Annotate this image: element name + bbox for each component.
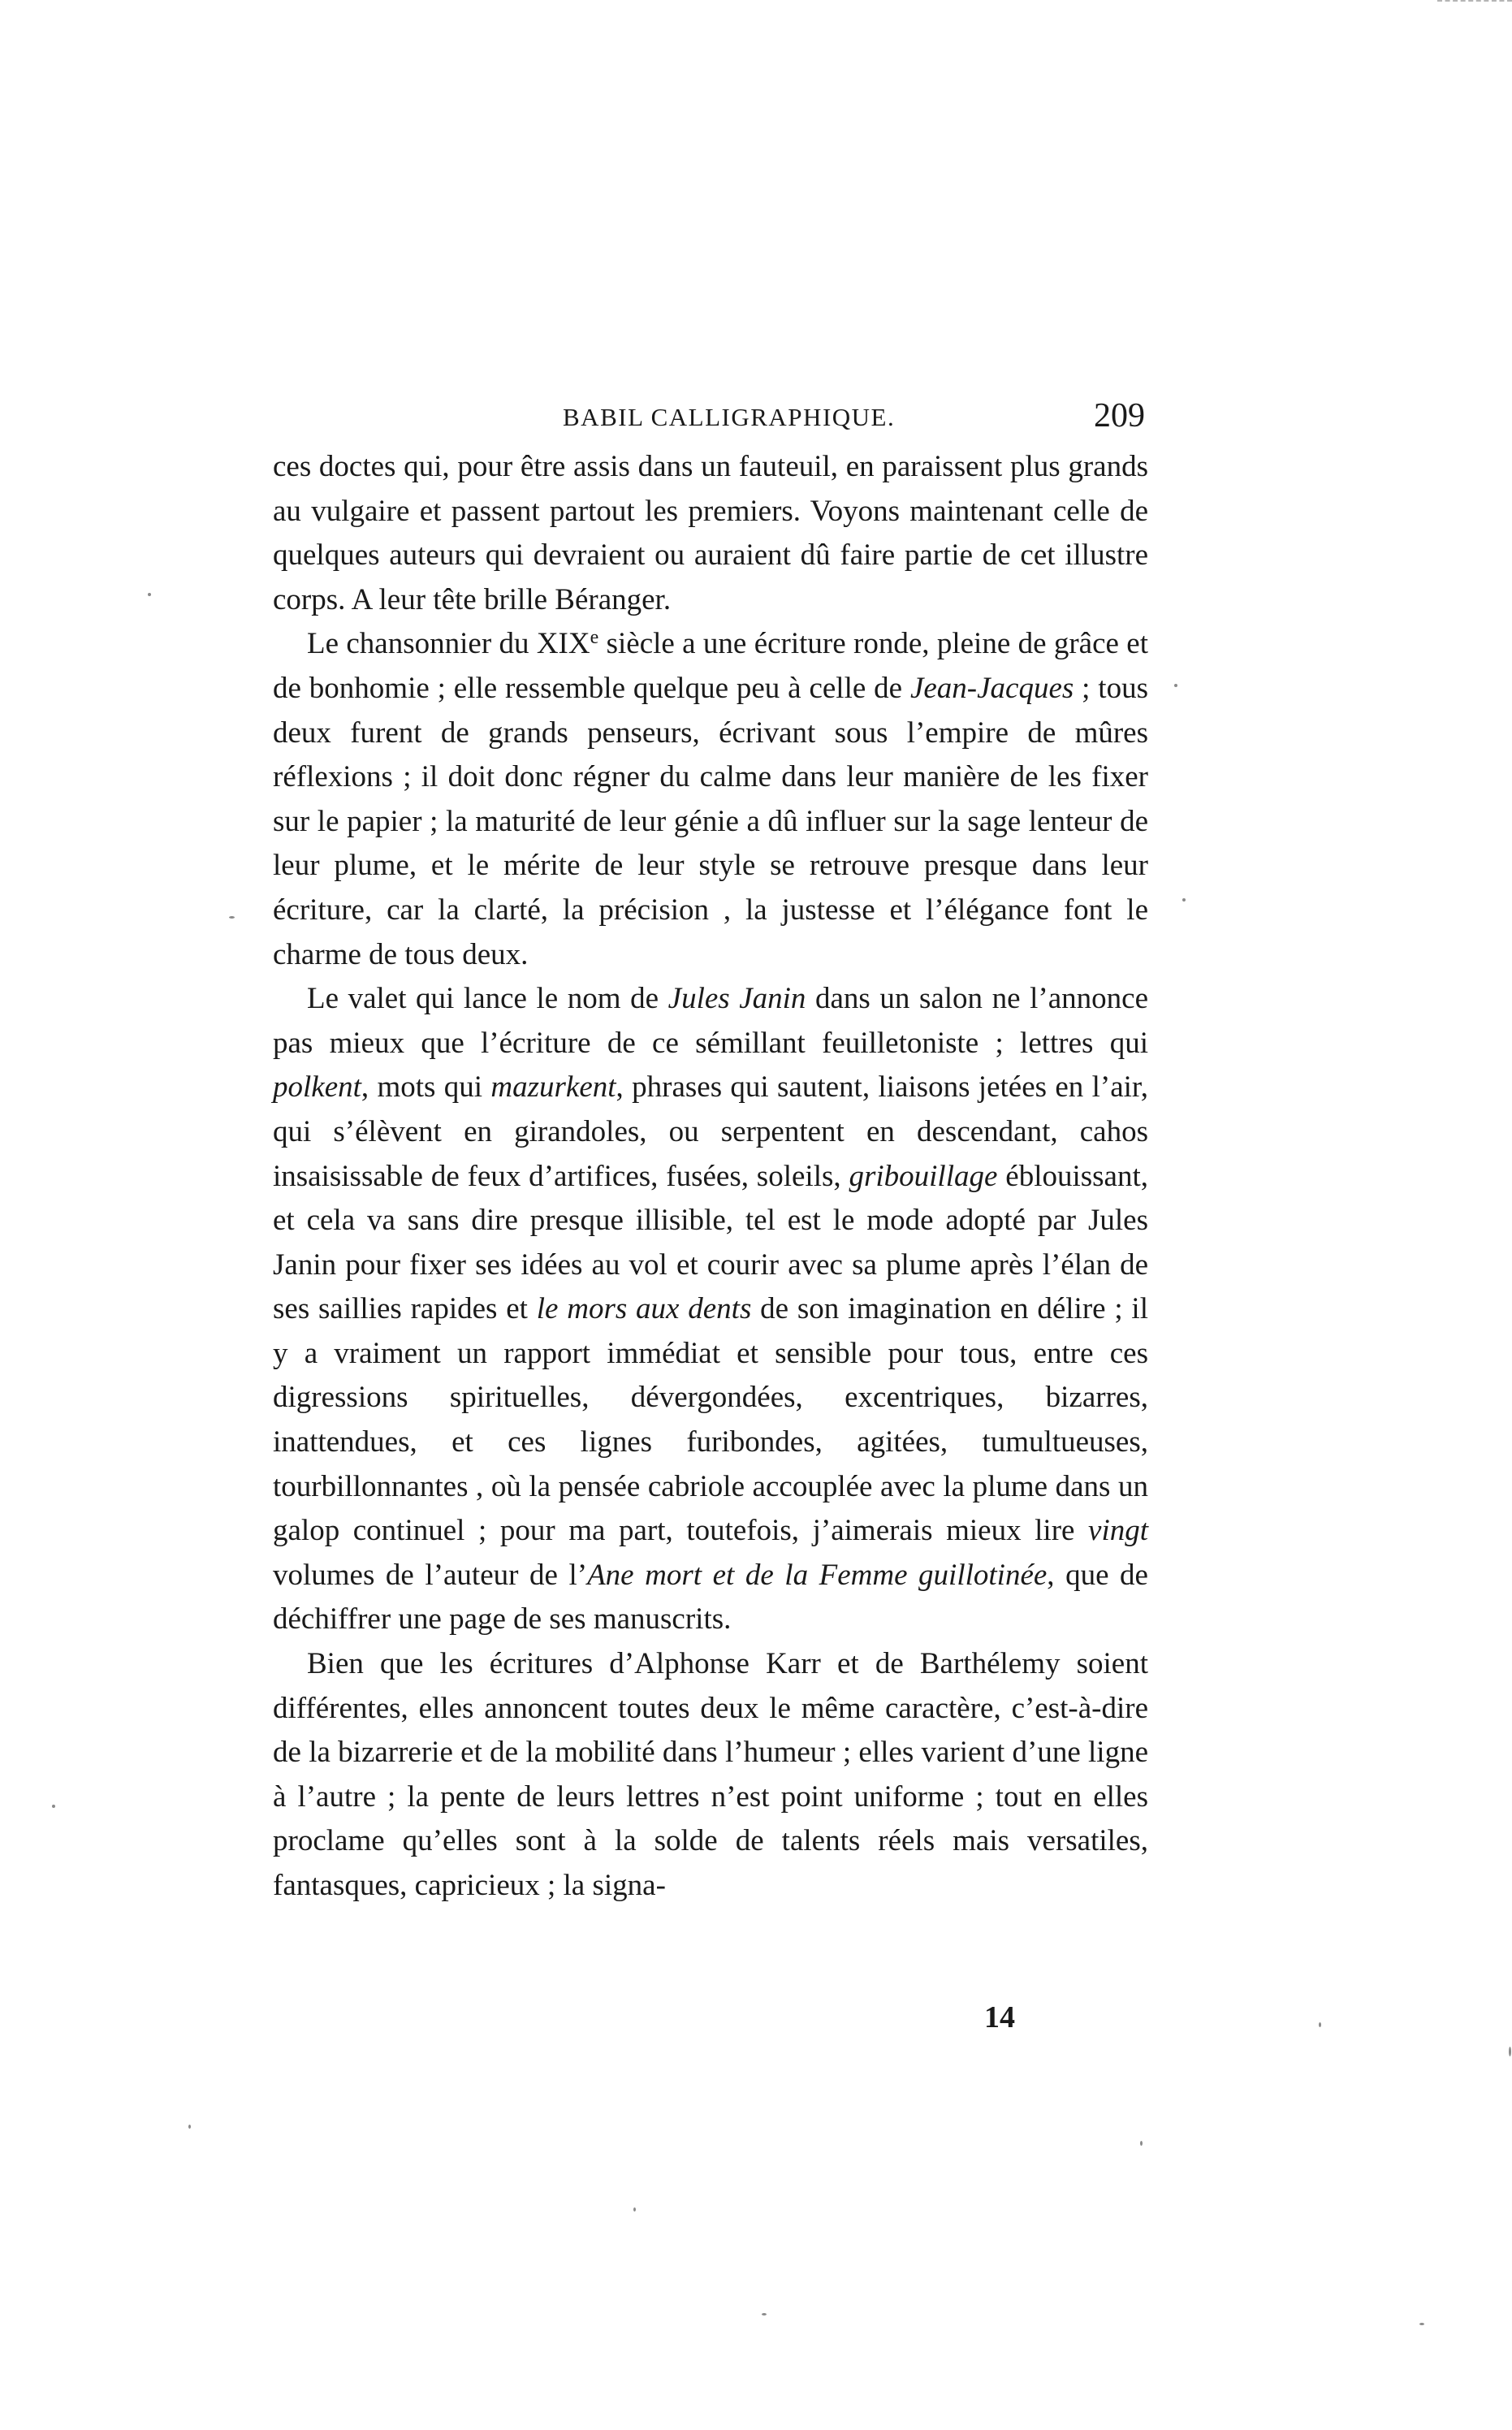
body-text <box>273 445 1148 1909</box>
scan-speck <box>188 2125 191 2129</box>
text-run: dans un salon ne l’annonce pas mieux que l’écriture de ce sémillant feuilletoniste ; lettres qui <box>273 982 1148 1060</box>
text-run: de son imagination en délire ; il y a vraiment un rapport immédiat et sensible pour tous, entre ces digressions spirituelles, dévergondées, excentriques, bizarres, inattendues, et ces lignes furibondes, agitées, tumultueuses, tourbillonnantes , où la pensée cabriole accouplée avec la plume dans un galop continuel ; pour ma part, toutefois, j’aimerais mieux lire <box>273 1292 1148 1548</box>
paragraph <box>273 622 1148 977</box>
scan-speck <box>633 2207 636 2212</box>
text-run: Bien que les écritures d’Alphonse Karr et de Barthélemy soient différentes, elles annoncent toutes deux le même caractère, c’est-à-dire de la bizarrerie et de la mobilité dans l’humeur ; elles varient d’une ligne à l’autre ; la pente de leurs lettres n’est point uniforme ; tout en elles proclame qu’elles sont à la solde de talents réels mais versatiles, fantasques, capricieux ; la signa- <box>273 1647 1148 1902</box>
text-run: éblouissant, et cela va sans dire presque illisible, tel est le mode adopté par Jules Janin pour fixer ses idées au vol et courir avec sa plume après l’élan de ses saillies rapides et <box>273 1159 1148 1326</box>
italic-run: mazurkent <box>490 1070 616 1105</box>
scan-speck <box>1174 684 1177 687</box>
text-run: ces doctes qui, pour être assis dans un fauteuil, en paraissent plus grands au vulgaire et passent partout les premiers. Voyons maintenant celle de quelques auteurs qui devraient ou auraient dû faire partie de cet illustre corps. A leur tête brille Béranger. <box>273 450 1148 616</box>
scan-speck <box>1182 898 1186 902</box>
italic-run: Ane mort et de la Femme guillotinée <box>587 1558 1048 1592</box>
signature-mark: 14 <box>984 2000 1015 2034</box>
page-header <box>274 396 1145 442</box>
scan-speck <box>1509 2047 1511 2056</box>
italic-run: le mors aux dents <box>536 1292 752 1326</box>
italic-run: Jean-Jacques <box>909 671 1074 705</box>
text-run: Le chansonnier du XIX <box>307 627 590 661</box>
text-run: Le valet qui lance le nom de <box>307 982 668 1016</box>
scan-speck <box>229 916 235 919</box>
superscript: e <box>590 627 599 649</box>
scan-edge-rule <box>1437 0 1512 2</box>
text-run: , que de déchiffrer une page de ses manuscrits. <box>273 1558 1148 1637</box>
paragraph <box>273 445 1148 622</box>
italic-run: gribouillage <box>849 1159 998 1193</box>
paragraph <box>273 977 1148 1642</box>
scan-speck <box>1419 2323 1424 2325</box>
paragraph <box>273 1642 1148 1909</box>
italic-run: vingt <box>1088 1514 1148 1548</box>
text-run: volumes de l’auteur de l’ <box>273 1558 588 1592</box>
text-run: , mots qui <box>361 1070 491 1105</box>
text-run: , phrases qui sautent, liaisons jetées en l’air, qui s’élèvent en girandoles, ou serpentent en descendant, cahos insaisissable de feux d’artifices, fusées, soleils, <box>273 1070 1148 1193</box>
scan-speck <box>52 1805 55 1808</box>
text-run: ; tous deux furent de grands penseurs, écrivant sous l’empire de mûres réflexions ; il doit donc régner du calme dans leur manière de les fixer sur le papier ; la maturité de leur génie a dû influer sur la sage lenteur de leur plume, et le mérite de leur style se retrouve presque dans leur écriture, car la clarté, la précision , la justesse et l’élégance font le charme de tous deux. <box>273 671 1148 971</box>
scan-speck <box>1319 2022 1321 2027</box>
italic-run: polkent <box>273 1070 361 1105</box>
text-run: siècle a une écriture ronde, pleine de grâce et de bonhomie ; elle ressemble quelque peu à celle de <box>273 627 1148 705</box>
scan-speck <box>148 593 151 596</box>
page-number: 209 <box>1094 397 1145 435</box>
italic-run: Jules Janin <box>667 982 806 1016</box>
scan-speck <box>1140 2141 1143 2146</box>
running-title: BABIL CALLIGRAPHIQUE. <box>563 403 896 431</box>
scan-speck <box>762 2313 767 2315</box>
